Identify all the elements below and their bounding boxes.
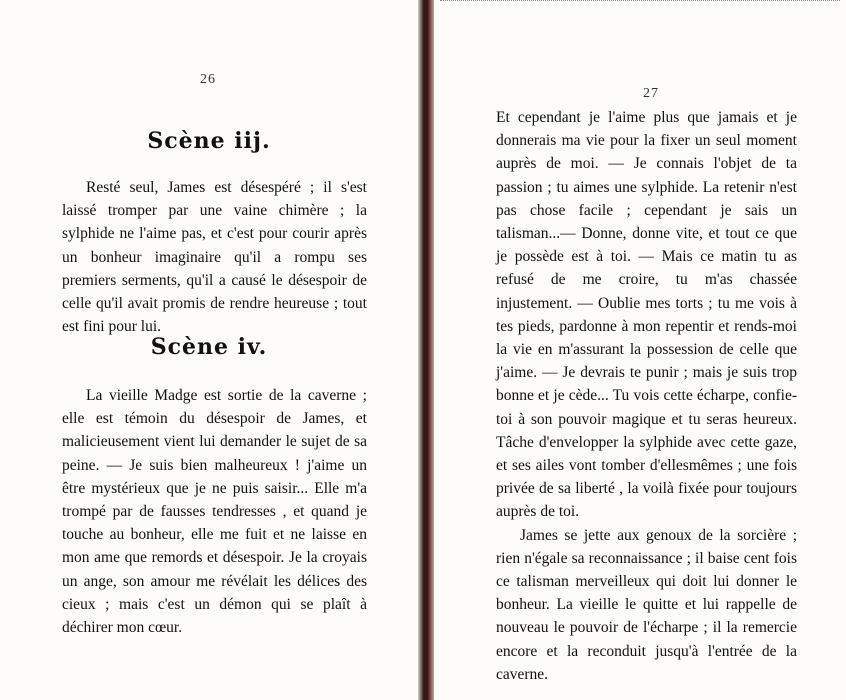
text-block	[62, 176, 367, 338]
paragraph: Resté seul, James est désespéré ; il s'est laissé tromper par une vaine chimère ; la sylphide ne l'aime pas, et c'est pour courir après un bonheur imaginaire qu'il a rompu ses premiers serments, qu'il a causé le désespoir de celle qu'il avait promis de rendre heureuse ; tout est fini pour lui.	[62, 179, 367, 336]
book-gutter	[418, 0, 434, 700]
scene-heading: Scène iv.	[150, 334, 268, 360]
page-edge	[440, 0, 840, 4]
scene-heading: Scène iij.	[147, 128, 271, 154]
right-page	[434, 0, 846, 700]
text-block	[496, 106, 797, 686]
paragraph: Et cependant je l'aime plus que jamais et je donnerais ma vie pour la fixer un seul moment auprès de moi. — Je connais l'objet de ta passion ; tu aimes une sylphide. La retenir n'est pas chose facile ; cependant je sais un talisman...— Donne, donne vite, et tout ce que je possède est à toi. — Mais ce matin tu as refusé de me croire, tu m'as chassée injustement. — Oublie mes torts ; tu me vois à tes pieds, pardonne à mon repentir et rends-moi la vie en m'assurant la possession de celle que j'aime. — Je devrais te punir ; mais je suis trop bonne et je cède... Tu vois cette écharpe, confie-toi à son pouvoir magique et tu seras heureux. Tâche d'envelopper la sylphide avec cette gaze, et ses ailes vont tomber d'ellesmêmes ; une fois privée de sa liberté , la voilà fixée pour toujours auprès de toi.	[496, 109, 797, 521]
paragraph: James se jette aux genoux de la sorcière ; rien n'égale sa reconnaissance ; il baise cent fois ce talisman merveilleux qui doit lui donner le bonheur. La vieille le quitte et lui rappelle de nouveau le pouvoir de l'écharpe ; il la remercie encore et la reconduit jusqu'à l'entrée de la caverne.	[496, 526, 797, 683]
left-page	[0, 0, 418, 700]
text-block	[62, 384, 367, 639]
page-number: 27	[643, 86, 659, 101]
paragraph: La vieille Madge est sortie de la caverne ; elle est témoin du désespoir de James, et malicieusement vient lui demander le sujet de sa peine. — Je suis bien malheureux ! j'aime un être mystérieux que je ne puis saisir... Elle m'a trompé par de fausses tendresses , et quand je touche au bonheur, elle me fuit et ne laisse en mon ame que remords et désespoir. Je la croyais un ange, son amour me révélait les délices des cieux ; mais c'est un démon qui se plaît à déchirer mon cœur.	[62, 387, 367, 637]
page-number: 26	[200, 72, 216, 87]
